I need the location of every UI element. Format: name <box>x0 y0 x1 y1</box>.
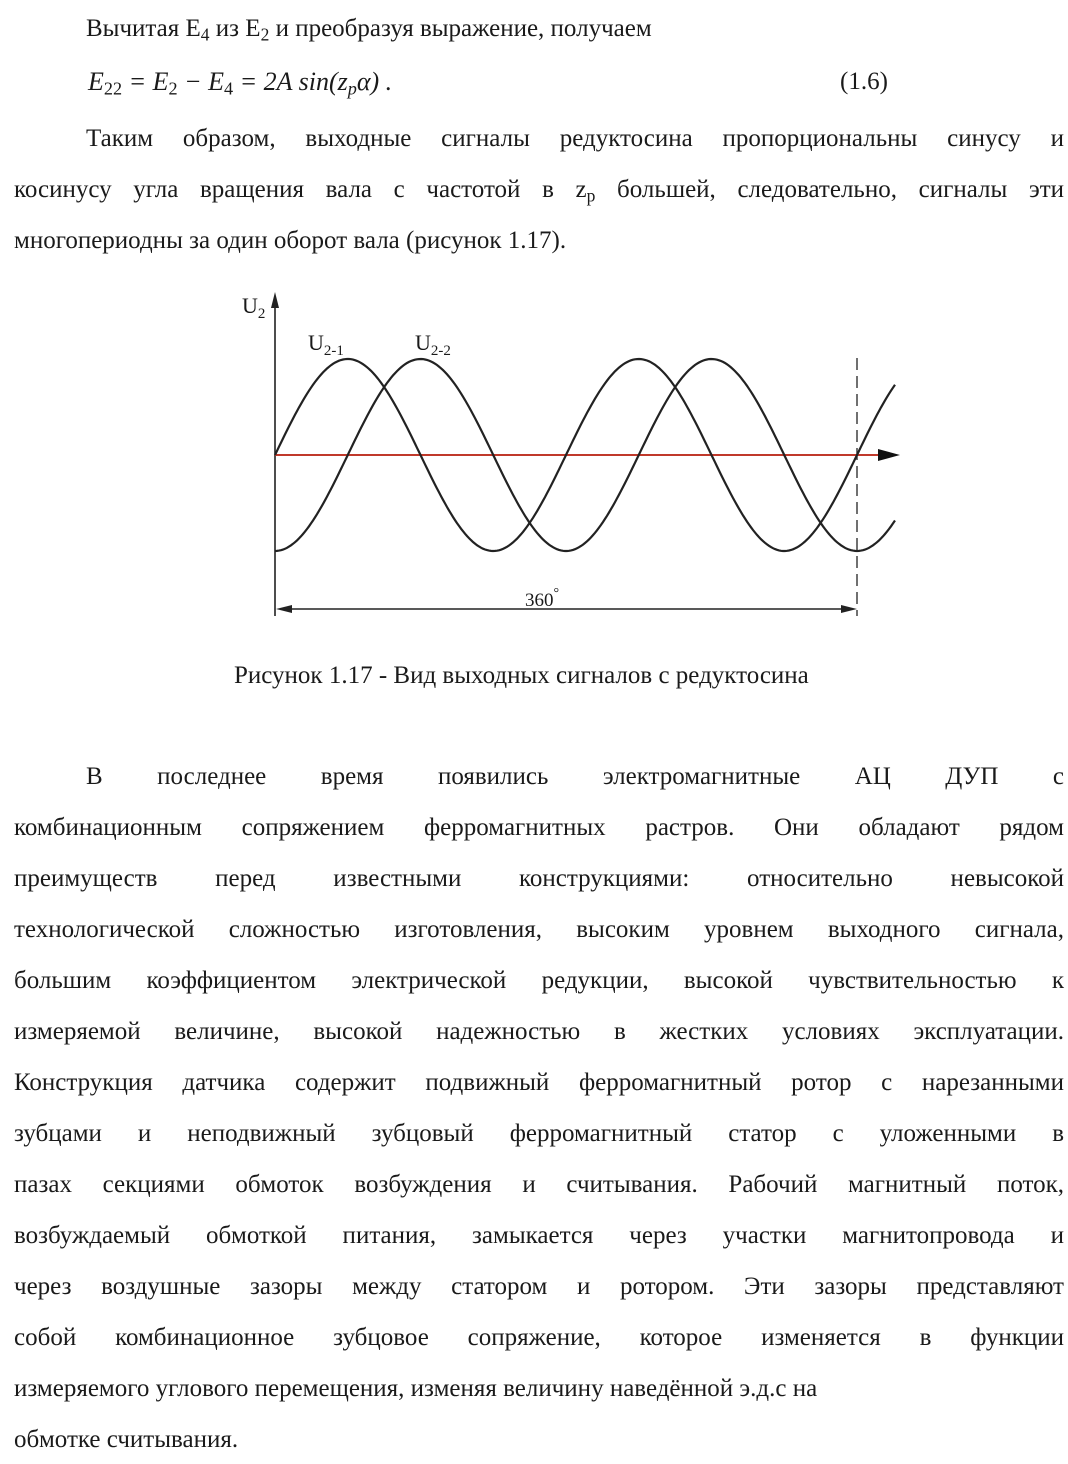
figure-1-17 <box>230 286 920 626</box>
x-axis-arrow <box>878 449 900 461</box>
para1-line-2: косинусу угла вращения вала с частотой в $z_p$ большей, следовательно, сигналы эти <box>14 176 1064 206</box>
intro-line <box>86 14 652 44</box>
para2-line-12: собой комбинационное зубцовое сопряжение, которое изменяется в функции <box>14 1324 1064 1351</box>
intro-sub-2: 2 <box>260 24 270 45</box>
para2-line-9: пазах секциями обмоток возбуждения и считывания. Рабочий магнитный поток, <box>14 1171 1064 1198</box>
para2-line-7: Конструкция датчика содержит подвижный ферромагнитный ротор с нарезанными <box>14 1069 1064 1096</box>
para1-line-3: многопериодны за один оборот вала (рисунок 1.17). <box>14 227 567 254</box>
y-axis-label: $U_2$ <box>242 293 266 322</box>
intro-text-a: Вычитая E <box>86 15 201 42</box>
para2-line-4: технологической сложностью изготовления, высоким уровнем выходного сигнала, <box>14 916 1064 943</box>
signal-chart <box>230 286 920 626</box>
para2-line-10: возбуждаемый обмоткой питания, замыкается через участки магнитопровода и <box>14 1222 1064 1249</box>
figure-caption: Рисунок 1.17 - Вид выходных сигналов с редуктосина <box>234 662 809 689</box>
span-arrow-left <box>276 605 292 613</box>
para2-line-2: комбинационным сопряжением ферромагнитных растров. Они обладают рядом <box>14 814 1064 841</box>
para2-line-13: измеряемого углового перемещения, изменяя величину наведённой э.д.с на <box>14 1375 818 1402</box>
intro-text-b: из E <box>209 15 261 42</box>
intro-sub-4: 4 <box>200 24 210 45</box>
para2-line-3: преимуществ перед известными конструкциями: относительно невысокой <box>14 865 1064 892</box>
para2-line-8: зубцами и неподвижный зубцовый ферромагнитный статор с уложенными в <box>14 1120 1064 1147</box>
para2-line-1: В последнее время появились электромагнитные АЦ ДУП с <box>86 763 1064 790</box>
curve2-label: $U_{2-2}$ <box>415 330 451 359</box>
intro-text-c: и преобразуя выражение, получаем <box>269 15 652 42</box>
equation-1-6: $E_{22} = E_2 - E_4 = 2A$ $\sin(z_p\alpha)$ . <box>88 67 393 99</box>
para2-line-6: измеряемой величине, высокой надежностью в жестких условиях эксплуатации. <box>14 1018 1064 1045</box>
para2-line-11: через воздушные зазоры между статором и ротором. Эти зазоры представляют <box>14 1273 1064 1300</box>
curve1-label: $U_{2-1}$ <box>308 330 344 359</box>
para2-line-5: большим коэффициентом электрической редукции, высокой чувствительностью к <box>14 967 1064 994</box>
para1-line-1: Таким образом, выходные сигналы редуктосина пропорциональны синусу и <box>86 125 1064 152</box>
span-arrow-right <box>841 605 857 613</box>
para2-line-14: обмотке считывания. <box>14 1426 239 1453</box>
equation-number: (1.6) <box>840 68 888 95</box>
y-axis-arrow <box>271 292 279 308</box>
span-label: 360° <box>525 586 560 611</box>
